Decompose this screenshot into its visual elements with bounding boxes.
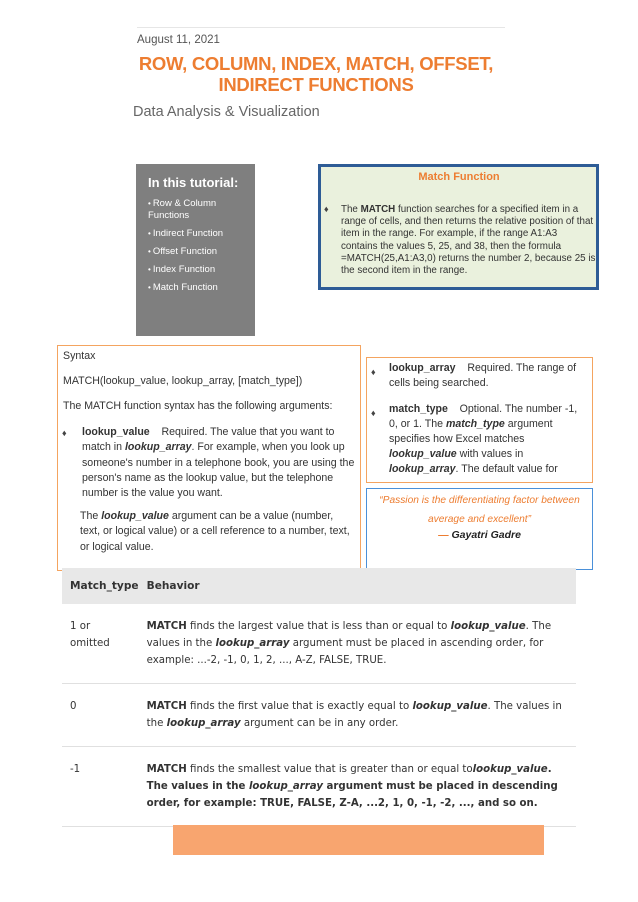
bullet-icon: •	[148, 283, 151, 292]
arguments-box	[366, 357, 593, 483]
toc-item-indirect[interactable]: • Indirect Function	[148, 228, 224, 239]
bullet-icon: •	[148, 199, 151, 208]
toc-heading: In this tutorial:	[148, 175, 239, 190]
diamond-bullet-icon: ♦	[324, 204, 329, 214]
diamond-bullet-icon: ♦	[371, 408, 376, 418]
page-title	[110, 53, 522, 95]
toc-item-index[interactable]: • Index Function	[148, 264, 216, 275]
title-line-1: ROW, COLUMN, INDEX, MATCH, OFFSET,	[138, 53, 494, 74]
category-link[interactable]: Data Analysis & Visualization	[133, 104, 320, 120]
syntax-intro: The MATCH function syntax has the following arguments:	[63, 400, 333, 412]
tutorial-toc	[136, 164, 255, 336]
table-row	[62, 604, 576, 684]
post-date: August 11, 2021	[137, 34, 220, 46]
match-type-table	[62, 568, 576, 827]
top-divider	[137, 27, 505, 28]
column-header-behavior: Behavior	[139, 568, 576, 604]
toc-item-offset[interactable]: • Offset Function	[148, 246, 218, 257]
quote-box	[366, 488, 593, 570]
bullet-icon: •	[148, 247, 151, 256]
diamond-bullet-icon: ♦	[371, 367, 376, 377]
quote-author: — Gayatri Gadre	[438, 529, 521, 541]
toc-item-row-column[interactable]: • Row & Column Functions	[148, 198, 217, 221]
bullet-icon: •	[148, 229, 151, 238]
behavior-cell: MATCH finds the largest value that is less than or equal to lookup_value. The values in the lookup_array argument must be placed in ascending order, for example: ...-2, -1, 0, 1, 2, ..., A-Z, FALSE, TRUE.	[139, 604, 576, 684]
match-type-arg: match_type Optional. The number -1, 0, or 1. The match_type argument specifies how Excel matches lookup_value with values in lookup_array. The default value for	[389, 403, 578, 475]
table-row	[62, 684, 576, 747]
match-type-cell: 1 or omitted	[62, 604, 139, 684]
behavior-cell: MATCH finds the smallest value that is greater than or equal tolookup_value. The values in the lookup_array argument must be placed in descending order, for example: TRUE, FALSE, Z-A, ...2, 1, 0, -1, -2, ..., and so on.	[139, 747, 576, 827]
lookup-value-arg: lookup_value Required. The value that you want to match in lookup_array. For example, when you look up someone's number in a telephone book, you are using the person's name as the lookup value, but the telephone number is the value you want.	[82, 426, 355, 500]
match-type-cell: -1	[62, 747, 139, 827]
match-description: The MATCH function searches for a specified item in a range of cells, and then returns the relative position of that item in the range. For example, if the range A1:A3 contains the values 5, 25, and 38, then the formula =MATCH(25,A1:A3,0) returns the number 2, because 25 is the second item in the range.	[341, 204, 596, 277]
lookup-value-note: The lookup_value argument can be a value (number, text, or logical value) or a cell reference to a number, text, or logical value.	[80, 510, 350, 553]
toc-item-match[interactable]: • Match Function	[148, 282, 218, 293]
bullet-icon: •	[148, 265, 151, 274]
syntax-signature: MATCH(lookup_value, lookup_array, [match_type])	[63, 375, 303, 387]
syntax-box	[57, 345, 361, 571]
syntax-label: Syntax	[63, 350, 96, 362]
quote-text: “Passion is the differentiating factor between average and excellent”	[379, 495, 580, 525]
title-line-2: INDIRECT FUNCTIONS	[218, 74, 414, 95]
footer-banner	[173, 825, 544, 855]
match-box-heading: Match Function	[418, 171, 500, 183]
column-header-match-type: Match_type	[62, 568, 139, 604]
lookup-array-arg: lookup_array Required. The range of cells being searched.	[389, 362, 577, 389]
diamond-bullet-icon: ♦	[62, 428, 67, 438]
behavior-cell: MATCH finds the first value that is exactly equal to lookup_value. The values in the lookup_array argument can be in any order.	[139, 684, 576, 747]
table-row	[62, 747, 576, 827]
table-header-row	[62, 568, 576, 604]
match-type-cell: 0	[62, 684, 139, 747]
match-function-box	[318, 164, 599, 290]
